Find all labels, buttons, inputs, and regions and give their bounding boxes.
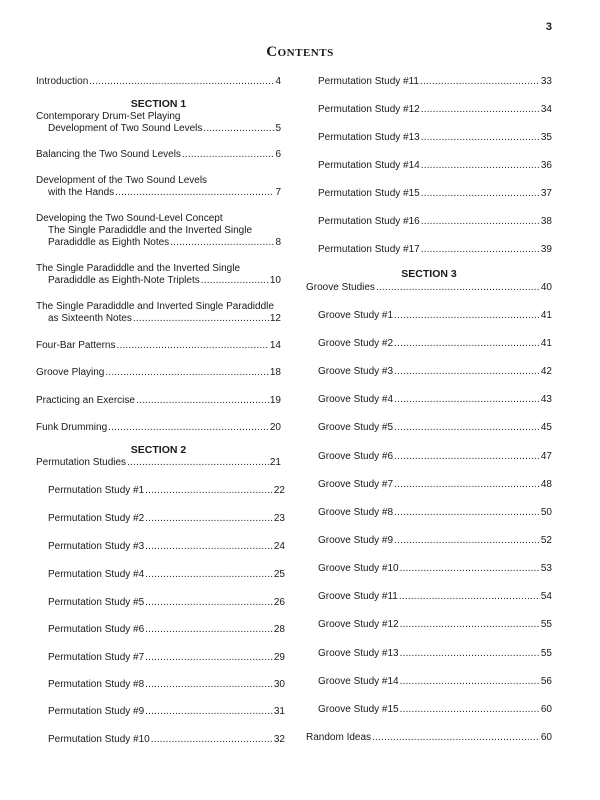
entry-page: 26 bbox=[273, 597, 285, 608]
entry-page: 22 bbox=[273, 485, 285, 496]
toc-entry-groove-15[interactable]: Groove Study #15 ..... 60 bbox=[318, 704, 552, 716]
entry-page: 38 bbox=[540, 216, 552, 227]
entry-page: 12 bbox=[269, 313, 281, 324]
toc-entry-groove-10[interactable]: Groove Study #10 ..... 53 bbox=[318, 563, 552, 575]
entry-page: 55 bbox=[540, 648, 552, 659]
toc-entry-balancing[interactable]: Balancing the Two Sound Levels ..... 6 bbox=[36, 149, 281, 161]
toc-entry-groove-4[interactable]: Groove Study #4 ..... 43 bbox=[318, 394, 552, 406]
toc-entry-development[interactable]: Development of the Two Sound Levels with the Hands ..... 7 bbox=[36, 175, 281, 199]
toc-entry-groove-13[interactable]: Groove Study #13 ..... 55 bbox=[318, 648, 552, 660]
toc-entry-permutation-10[interactable]: Permutation Study #10 ..... 32 bbox=[48, 734, 285, 746]
toc-entry-permutation-16[interactable]: Permutation Study #16 ..... 38 bbox=[318, 216, 552, 228]
toc-entry-groove-playing[interactable]: Groove Playing ..... 18 bbox=[36, 367, 281, 379]
toc-entry-groove-6[interactable]: Groove Study #6 ..... 47 bbox=[318, 451, 552, 463]
entry-page: 56 bbox=[540, 676, 552, 687]
entry-page: 7 bbox=[275, 187, 281, 198]
toc-entry-permutation-13[interactable]: Permutation Study #13 ..... 35 bbox=[318, 132, 552, 144]
entry-page: 52 bbox=[540, 535, 552, 546]
entry-page: 41 bbox=[540, 338, 552, 349]
entry-page: 30 bbox=[273, 679, 285, 690]
entry-page: 18 bbox=[269, 367, 281, 378]
toc-entry-permutation-11[interactable]: Permutation Study #11 ..... 33 bbox=[318, 76, 552, 88]
toc-entry-groove-14[interactable]: Groove Study #14 ..... 56 bbox=[318, 676, 552, 688]
entry-page: 29 bbox=[273, 652, 285, 663]
toc-entry-developing[interactable]: Developing the Two Sound-Level Concept The Single Paradiddle and the Inverted Single Paradiddle as Eighth Notes ..... 8 bbox=[36, 213, 281, 249]
toc-entry-permutation-2[interactable]: Permutation Study #2 ..... 23 bbox=[48, 513, 285, 525]
toc-entry-triplets[interactable]: The Single Paradiddle and the Inverted Single Paradiddle as Eighth-Note Triplets ..... 10 bbox=[36, 263, 281, 287]
entry-page: 24 bbox=[273, 541, 285, 552]
entry-page: 60 bbox=[540, 704, 552, 715]
entry-label: Introduction bbox=[36, 76, 89, 87]
toc-entry-groove-9[interactable]: Groove Study #9 ..... 52 bbox=[318, 535, 552, 547]
entry-page: 33 bbox=[540, 76, 552, 87]
toc-entry-permutation-studies[interactable]: Permutation Studies ..... 21 bbox=[36, 457, 281, 469]
toc-entry-permutation-12[interactable]: Permutation Study #12 ..... 34 bbox=[318, 104, 552, 116]
entry-page: 55 bbox=[540, 619, 552, 630]
entry-page: 42 bbox=[540, 366, 552, 377]
toc-entry-permutation-17[interactable]: Permutation Study #17 ..... 39 bbox=[318, 244, 552, 256]
section-3-heading: SECTION 3 bbox=[401, 268, 457, 280]
page-number: 3 bbox=[545, 21, 552, 33]
entry-page: 34 bbox=[540, 104, 552, 115]
entry-page: 14 bbox=[269, 340, 281, 351]
toc-entry-groove-12[interactable]: Groove Study #12 ..... 55 bbox=[318, 619, 552, 631]
toc-entry-permutation-3[interactable]: Permutation Study #3 ..... 24 bbox=[48, 541, 285, 553]
toc-entry-permutation-5[interactable]: Permutation Study #5 ..... 26 bbox=[48, 597, 285, 609]
toc-entry-groove-8[interactable]: Groove Study #8 ..... 50 bbox=[318, 507, 552, 519]
entry-page: 19 bbox=[269, 395, 281, 406]
entry-page: 31 bbox=[273, 706, 285, 717]
entry-page: 43 bbox=[540, 394, 552, 405]
toc-entry-groove-studies[interactable]: Groove Studies ..... 40 bbox=[306, 282, 552, 294]
toc-entry-permutation-6[interactable]: Permutation Study #6 ..... 28 bbox=[48, 624, 285, 636]
toc-entry-permutation-15[interactable]: Permutation Study #15 ..... 37 bbox=[318, 188, 552, 200]
entry-page: 21 bbox=[269, 457, 281, 468]
entry-page: 53 bbox=[540, 563, 552, 574]
entry-page: 54 bbox=[540, 591, 552, 602]
toc-entry-permutation-1[interactable]: Permutation Study #1 ..... 22 bbox=[48, 485, 285, 497]
entry-page: 50 bbox=[540, 507, 552, 518]
entry-page: 39 bbox=[540, 244, 552, 255]
toc-entry-groove-11[interactable]: Groove Study #11 ..... 54 bbox=[318, 591, 552, 603]
section-1-heading: SECTION 1 bbox=[130, 98, 187, 110]
page-title: Contents bbox=[266, 44, 334, 60]
toc-entry-permutation-14[interactable]: Permutation Study #14 ..... 36 bbox=[318, 160, 552, 172]
toc-entry-groove-5[interactable]: Groove Study #5 ..... 45 bbox=[318, 422, 552, 434]
entry-page: 37 bbox=[540, 188, 552, 199]
toc-entry-groove-3[interactable]: Groove Study #3 ..... 42 bbox=[318, 366, 552, 378]
entry-page: 32 bbox=[273, 734, 285, 745]
toc-entry-introduction[interactable] bbox=[36, 76, 281, 88]
entry-page: 45 bbox=[540, 422, 552, 433]
entry-page: 5 bbox=[275, 123, 281, 134]
entry-page: 20 bbox=[269, 422, 281, 433]
entry-page: 23 bbox=[273, 513, 285, 524]
toc-entry-groove-1[interactable]: Groove Study #1 ..... 41 bbox=[318, 310, 552, 322]
toc-entry-practicing[interactable]: Practicing an Exercise ..... 19 bbox=[36, 395, 281, 407]
entry-page: 28 bbox=[273, 624, 285, 635]
entry-page: 6 bbox=[275, 149, 281, 160]
entry-page: 47 bbox=[540, 451, 552, 462]
toc-entry-permutation-9[interactable]: Permutation Study #9 ..... 31 bbox=[48, 706, 285, 718]
toc-entry-four-bar[interactable]: Four-Bar Patterns ..... 14 bbox=[36, 340, 281, 352]
entry-page: 41 bbox=[540, 310, 552, 321]
toc-entry-permutation-4[interactable]: Permutation Study #4 ..... 25 bbox=[48, 569, 285, 581]
toc-entry-random-ideas[interactable]: Random Ideas ..... 60 bbox=[306, 732, 552, 744]
toc-entry-contemporary[interactable]: Contemporary Drum-Set Playing Development of Two Sound Levels ..... 5 bbox=[36, 111, 281, 135]
entry-page: 8 bbox=[275, 237, 281, 248]
toc-entry-groove-2[interactable]: Groove Study #2 ..... 41 bbox=[318, 338, 552, 350]
entry-page: 48 bbox=[540, 479, 552, 490]
entry-page: 36 bbox=[540, 160, 552, 171]
entry-page: 35 bbox=[540, 132, 552, 143]
entry-page: 60 bbox=[540, 732, 552, 743]
section-2-heading: SECTION 2 bbox=[130, 444, 187, 456]
toc-entry-sixteenths[interactable]: The Single Paradiddle and Inverted Single Paradiddle as Sixteenth Notes ..... 12 bbox=[36, 301, 281, 325]
entry-page: 4 bbox=[275, 76, 281, 87]
entry-page: 25 bbox=[273, 569, 285, 580]
toc-entry-groove-7[interactable]: Groove Study #7 ..... 48 bbox=[318, 479, 552, 491]
toc-entry-permutation-7[interactable]: Permutation Study #7 ..... 29 bbox=[48, 652, 285, 664]
entry-page: 10 bbox=[269, 275, 281, 286]
toc-entry-permutation-8[interactable]: Permutation Study #8 ..... 30 bbox=[48, 679, 285, 691]
toc-entry-funk[interactable]: Funk Drumming ..... 20 bbox=[36, 422, 281, 434]
entry-page: 40 bbox=[540, 282, 552, 293]
